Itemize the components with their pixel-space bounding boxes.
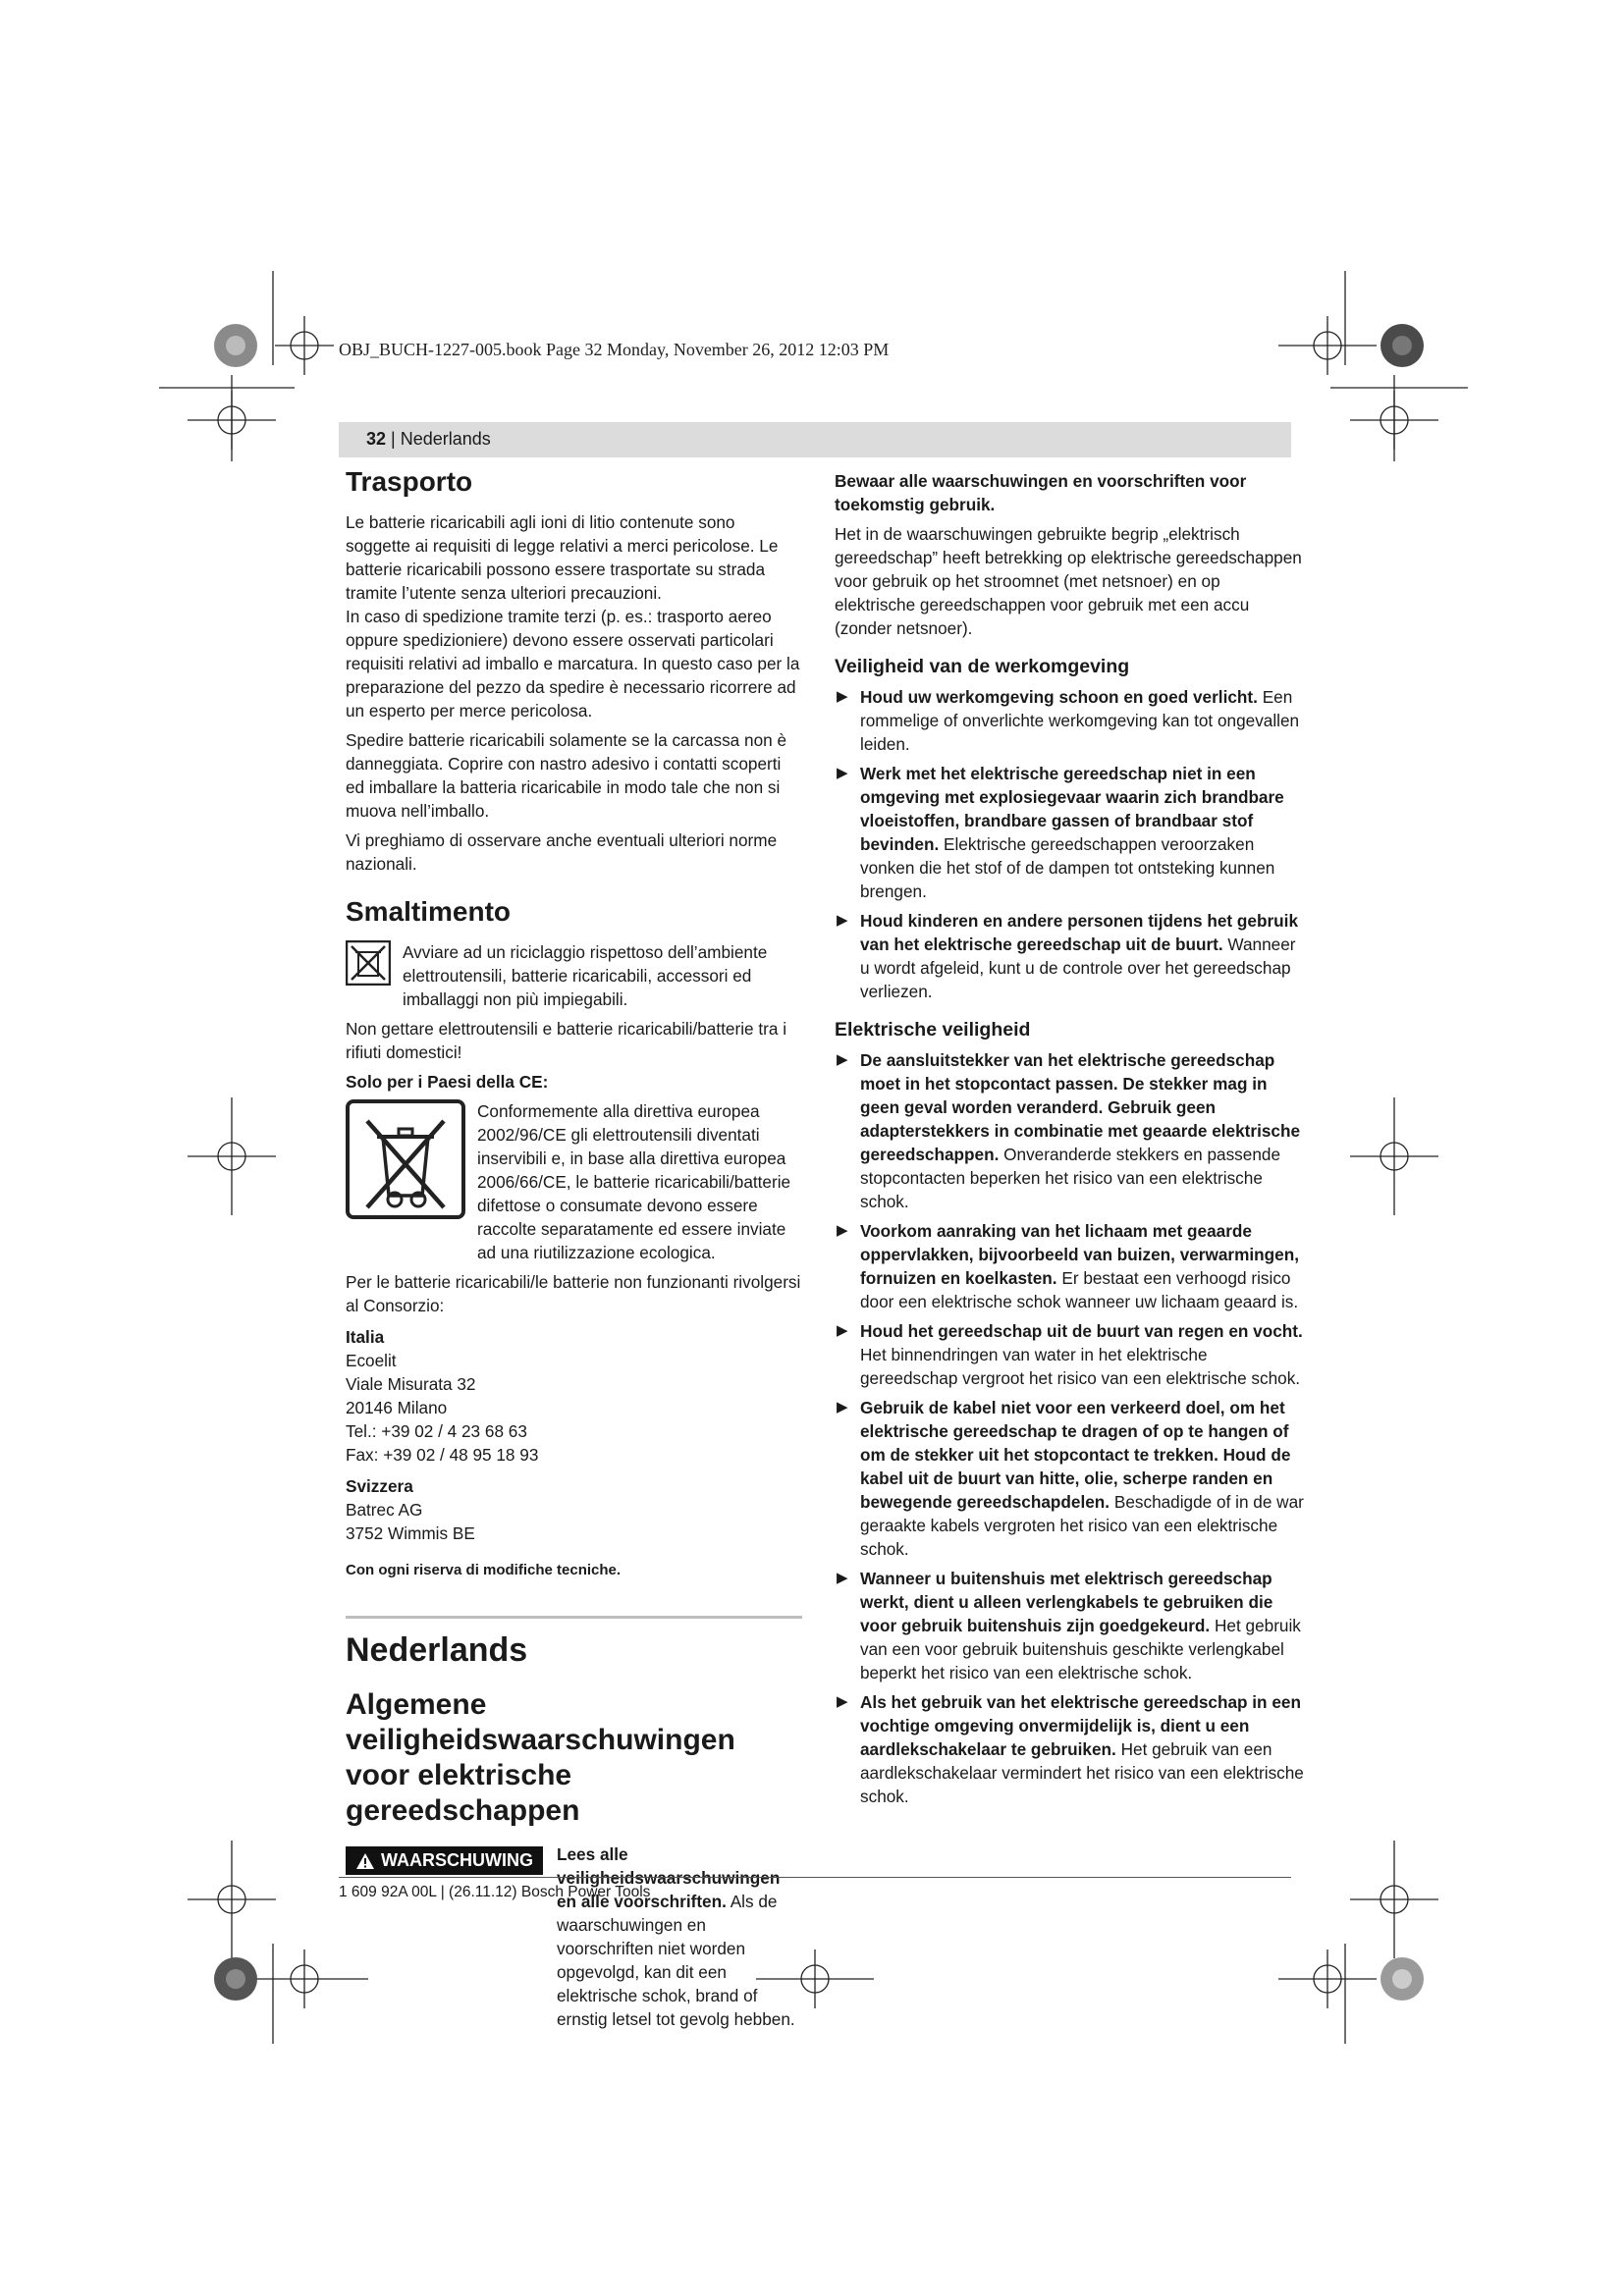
item-text: Een rommelige of onverlichte werkomgeving kan tot ongevallen leiden. <box>860 687 1300 754</box>
smaltimento-p: Non gettare elettroutensili e batterie ricaricabili/batterie tra i rifiuti domestici! <box>346 1019 787 1062</box>
trasporto-p4: Vi preghiamo di osservare anche eventuali ulteriori norme nazionali. <box>346 830 778 874</box>
intro-bold: Bewaar alle waarschuwingen en voorschriften voor toekomstig gebruik. <box>835 471 1247 514</box>
warning-bold: Lees alle veiligheidswaarschuwingen en alle voorschriften. <box>557 1844 781 1911</box>
warning-rest: Als de waarschuwingen en voorschriften niet worden opgevolgd, kan dit een elektrische schok, brand of ernstig letsel tot gevolg hebben. <box>557 1892 795 2029</box>
elektrische-list <box>835 1048 1304 1808</box>
trasporto-p2: In caso di spedizione tramite terzi (p. es.: trasporto aereo oppure spedizioniere) devono essere osservati particolari requisiti relativi ad imballo e marcatura. In questo caso per la preparazione del pezzo da spedire è necessario ricorrere ad un esperto per merce pericolosa. <box>346 607 800 721</box>
item-bold: Wanneer u buitenshuis met elektrisch gereedschap werkt, dient u alleen verlengkabels te gebruiken die voor gebruik buitenshuis zijn goedgekeurd. <box>860 1569 1273 1635</box>
werkomgeving-list <box>835 685 1304 1003</box>
print-info-line: OBJ_BUCH-1227-005.book Page 32 Monday, November 26, 2012 12:03 PM <box>339 340 890 359</box>
arrow-bullet-icon: ▶ <box>837 1222 848 1239</box>
item-bold: Als het gebruik van het elektrische gereedschap in een vochtige omgeving onvermijdelijk is, dient u een aardlekschakelaar te gebruiken. <box>860 1692 1301 1759</box>
werkomgeving-title: Veiligheid van de werkomgeving <box>835 656 1130 677</box>
item-bold: Houd uw werkomgeving schoon en goed verlicht. <box>860 687 1258 707</box>
consorzio-text: Per le batterie ricaricabili/le batterie non funzionanti rivolgersi al Consorzio: <box>346 1272 801 1315</box>
item-bold: Gebruik de kabel niet voor een verkeerd doel, om het elektrische gereedschap te dragen of op te hangen of om de stekker uit het stopcontact te trekken. Houd de kabel uit de buurt van hitte, olie, scherpe randen en bewegende gereedschapdelen. <box>860 1398 1291 1512</box>
arrow-bullet-icon: ▶ <box>837 1570 848 1586</box>
item-bold: Houd kinderen en andere personen tijdens het gebruik van het elektrische gereedschap uit de buurt. <box>860 911 1299 954</box>
algemene-title: Algemene veiligheidswaarschuwingen voor elektrische gereedschappen <box>346 1688 735 1827</box>
list-item <box>835 685 1304 756</box>
arrow-bullet-icon: ▶ <box>837 1051 848 1068</box>
smaltimento-icon-text: Avviare ad un riciclaggio rispettoso dell’ambiente elettroutensili, batterie ricaricabili, accessori ed imballaggi non più impiegabili. <box>403 942 768 1009</box>
elektrische-title: Elektrische veiligheid <box>835 1019 1031 1041</box>
list-item <box>835 1690 1304 1808</box>
warning-badge <box>346 1846 543 1875</box>
svizzera-title: Svizzera <box>346 1476 413 1496</box>
page-header-text: 32 | Nederlands <box>366 429 491 449</box>
item-text: Er bestaat een verhoogd risico door een elektrische schok wanneer uw lichaam geaard is. <box>860 1268 1299 1311</box>
trasporto-title: Trasporto <box>346 466 473 497</box>
italia-title: Italia <box>346 1327 385 1347</box>
left-column <box>346 465 802 2031</box>
arrow-bullet-icon: ▶ <box>837 688 848 705</box>
item-bold: Voorkom aanraking van het lichaam met geaarde oppervlakken, bijvoorbeeld van buizen, verwarmingen, fornuizen en koelkasten. <box>860 1221 1300 1288</box>
ce-heading: Solo per i Paesi della CE: <box>346 1072 549 1092</box>
crossed-bin-icon <box>346 940 391 986</box>
warning-triangle-icon <box>355 1852 375 1870</box>
arrow-bullet-icon: ▶ <box>837 912 848 929</box>
right-column <box>835 469 1304 1814</box>
riserva-note: Con ogni riserva di modifiche tecniche. <box>346 1562 622 1578</box>
list-item <box>835 762 1304 903</box>
list-item <box>835 909 1304 1003</box>
item-bold: Houd het gereedschap uit de buurt van regen en vocht. <box>860 1321 1303 1341</box>
svizzera-line: 3752 Wimmis BE <box>346 1523 475 1543</box>
item-bold: Werk met het elektrische gereedschap niet in een omgeving met explosiegevaar waarin zich brandbare vloeistoffen, brandbare gassen of brandbaar stof bevinden. <box>860 764 1284 854</box>
list-item <box>835 1219 1304 1313</box>
item-text: Het gebruik van een aardlekschakelaar vermindert het risico van een elektrische schok. <box>860 1739 1304 1806</box>
page-number: 32 <box>366 429 387 449</box>
list-item <box>835 1048 1304 1213</box>
item-text: Het gebruik van een voor gebruik buitenshuis geschikte verlengkabel beperkt het risico van een elektrische schok. <box>860 1616 1301 1682</box>
italia-line: 20146 Milano <box>346 1398 448 1417</box>
address-italia <box>346 1325 802 1467</box>
ce-text: Conformemente alla direttiva europea 2002/96/CE gli elettroutensili diventati inservibili e, in base alla direttiva europea 2006/66/CE, le batterie ricaricabili/batterie difettose o consumate devono essere raccolte separatamente ed essere inviate ad una riutilizzazione ecologica. <box>477 1101 791 1262</box>
section-divider <box>346 1616 802 1619</box>
header-section: Nederlands <box>400 429 491 449</box>
italia-line: Viale Misurata 32 <box>346 1374 476 1394</box>
item-text: Wanneer u wordt afgeleid, kunt u de controle over het gereedschap verliezen. <box>860 934 1296 1001</box>
address-svizzera <box>346 1474 802 1545</box>
arrow-bullet-icon: ▶ <box>837 1693 848 1710</box>
recycle-row <box>346 940 802 1011</box>
smaltimento-title: Smaltimento <box>346 896 512 927</box>
intro-paragraph: Het in de waarschuwingen gebruikte begrip „elektrisch gereedschap” heeft betrekking op elektrische gereedschappen voor gebruik op het stroomnet (met netsnoer) en op elektrische gereedschappen voor gebruik met een accu (zonder netsnoer). <box>835 524 1302 638</box>
arrow-bullet-icon: ▶ <box>837 765 848 781</box>
trasporto-p1: Le batterie ricaricabili agli ioni di litio contenute sono soggette ai requisiti di legge relativi a merci pericolose. Le batterie ricaricabili possono essere trasportate su strada tramite l’utente senza ulteriori precauzioni. <box>346 512 779 603</box>
ce-row <box>346 1099 802 1264</box>
list-item <box>835 1319 1304 1390</box>
arrow-bullet-icon: ▶ <box>837 1322 848 1339</box>
svizzera-line: Batrec AG <box>346 1500 423 1520</box>
italia-line: Fax: +39 02 / 48 95 18 93 <box>346 1445 539 1465</box>
item-text: Het binnendringen van water in het elektrische gereedschap vergroot het risico van een elektrische schok. <box>860 1345 1301 1388</box>
page-footer: 1 609 92A 00L | (26.11.12) Bosch Power Tools <box>339 1877 1291 1901</box>
item-text: Onveranderde stekkers en passende stopcontacten beperken het risico van een elektrische schok. <box>860 1145 1281 1211</box>
page-header-bar <box>339 422 1291 457</box>
list-item <box>835 1396 1304 1561</box>
italia-line: Ecoelit <box>346 1351 397 1370</box>
nederlands-title: Nederlands <box>346 1631 528 1669</box>
list-item <box>835 1567 1304 1684</box>
warning-row <box>346 1842 802 2031</box>
weee-bin-icon <box>346 1099 465 1219</box>
item-text: Beschadigde of in de war geraakte kabels vergroten het risico van een elektrische schok. <box>860 1492 1304 1559</box>
italia-line: Tel.: +39 02 / 4 23 68 63 <box>346 1421 527 1441</box>
item-text: Elektrische gereedschappen veroorzaken vonken die het stof of de dampen tot ontsteking kunnen brengen. <box>860 834 1275 901</box>
trasporto-p3: Spedire batterie ricaricabili solamente se la carcassa non è danneggiata. Coprire con nastro adesivo i contatti scoperti ed imballare la batteria ricaricabile in modo tale che non si muova nell’imballo. <box>346 730 787 821</box>
item-bold: De aansluitstekker van het elektrische gereedschap moet in het stopcontact passen. De stekker mag in geen geval worden veranderd. Gebruik geen adapterstekkers in combinatie met geaarde elektrische gereedschappen. <box>860 1050 1301 1164</box>
arrow-bullet-icon: ▶ <box>837 1399 848 1415</box>
warning-badge-label: WAARSCHUWING <box>381 1850 533 1870</box>
